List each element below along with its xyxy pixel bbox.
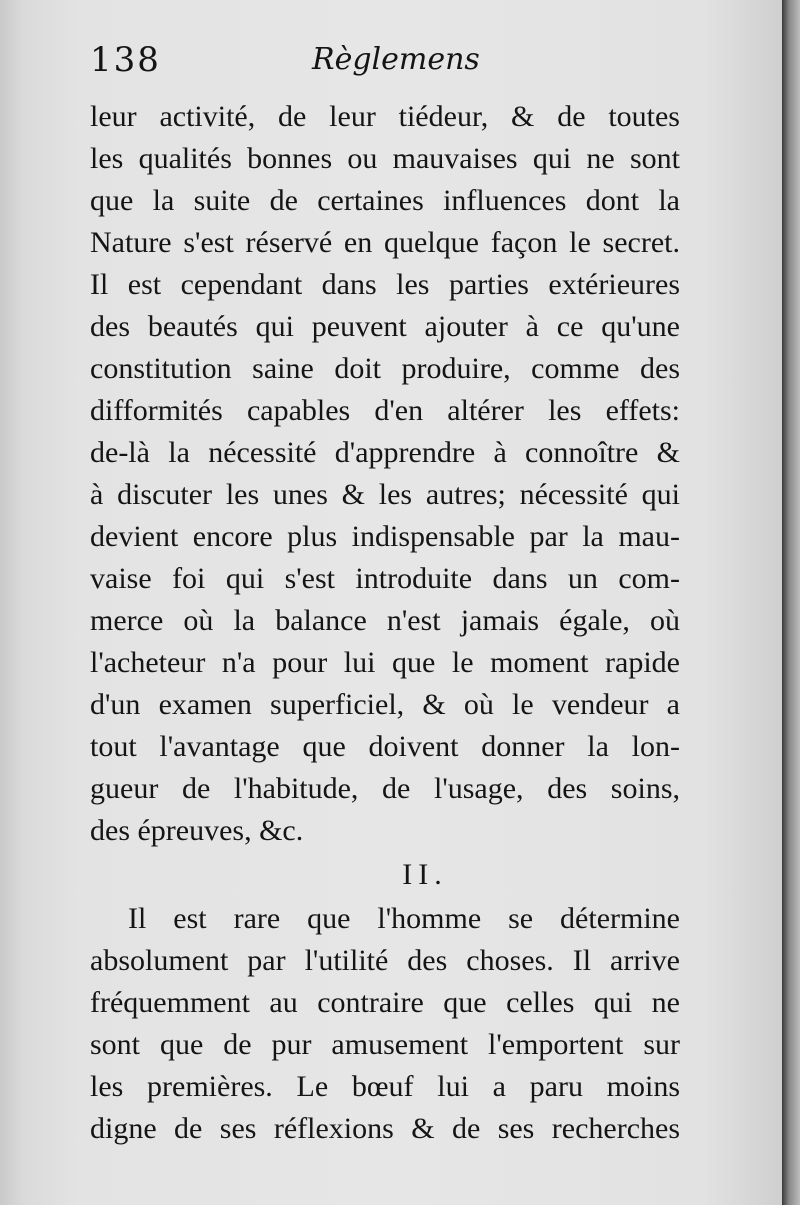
- text-line: l'acheteur n'a pour lui que le moment rapide: [90, 646, 680, 679]
- text-line: à discuter les unes & les autres; nécessité qui: [90, 478, 680, 511]
- text-line: tout l'avantage que doivent donner la lon-: [90, 730, 680, 763]
- page-header: [0, 40, 782, 90]
- text-line: Il est rare que l'homme se détermine: [128, 902, 680, 935]
- text-line: constitution saine doit produire, comme des: [90, 352, 680, 385]
- text-line: difformités capables d'en altérer les effets:: [90, 394, 680, 427]
- text-line: merce où la balance n'est jamais égale, où: [90, 604, 680, 637]
- text-line: d'un examen superficiel, & où le vendeur a: [90, 688, 680, 721]
- text-line: absolument par l'utilité des choses. Il arrive: [90, 944, 680, 977]
- text-line: digne de ses réflexions & de ses recherches: [90, 1112, 680, 1145]
- text-line: fréquemment au contraire que celles qui ne: [90, 986, 680, 1019]
- text-line: des épreuves, &c.: [90, 814, 304, 847]
- text-line: gueur de l'habitude, de l'usage, des soins,: [90, 772, 680, 805]
- text-line: Il est cependant dans les parties extérieures: [90, 268, 680, 301]
- text-line: les premières. Le bœuf lui a paru moins: [90, 1070, 680, 1103]
- text-line: les qualités bonnes ou mauvaises qui ne sont: [90, 142, 680, 175]
- text-line: des beautés qui peuvent ajouter à ce qu'une: [90, 310, 680, 343]
- text-line: devient encore plus indispensable par la mau-: [90, 520, 680, 553]
- text-line: que la suite de certaines influences dont la: [90, 184, 680, 217]
- text-line: vaise foi qui s'est introduite dans un com-: [90, 562, 680, 595]
- text-line: de-là la nécessité d'apprendre à connoître &: [90, 436, 680, 469]
- text-line: leur activité, de leur tiédeur, & de toutes: [90, 100, 680, 133]
- running-head: Règlemens: [312, 42, 480, 77]
- text-line: Nature s'est réservé en quelque façon le secret.: [90, 226, 680, 259]
- body-text: [90, 96, 680, 1150]
- book-gutter-edge: [782, 0, 800, 1205]
- page-number: 138: [90, 40, 161, 80]
- section-number: II.: [402, 858, 448, 891]
- text-line: sont que de pur amusement l'emportent sur: [90, 1028, 680, 1061]
